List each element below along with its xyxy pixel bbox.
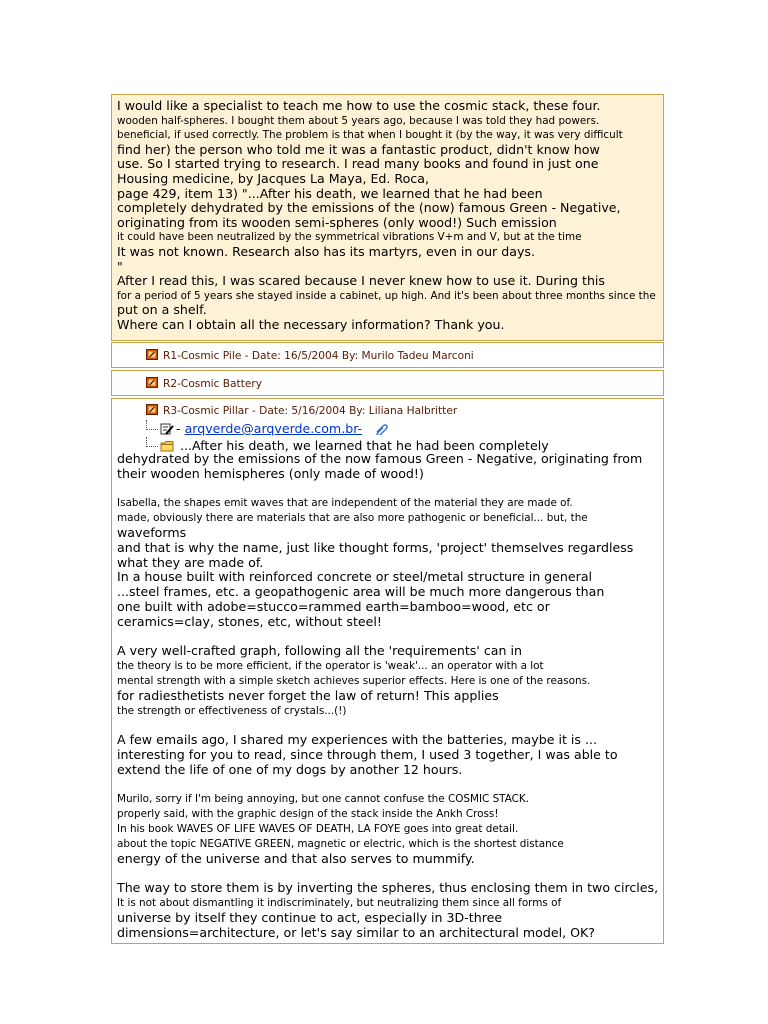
reply-body-line: The way to store them is by inverting the spheres, thus enclosing them in two circles, (117, 880, 659, 896)
reply-body-line: mental strength with a simple sketch achieves superior effects. Here is one of the reasons. (117, 674, 591, 687)
question-line: it could have been neutralized by the symmetrical vibrations V+m and V, but at the time (117, 231, 582, 244)
reply-body-line: what they are made of. (117, 554, 264, 570)
reply-body-line: universe by itself they continue to act, especially in 3D-three (117, 909, 503, 925)
question-line: " (117, 258, 123, 274)
reply-body-line: Isabella, the shapes emit waves that are independent of the material they are made of. (117, 497, 573, 510)
question-line: use. So I started trying to research. I read many books and found in just one (117, 156, 599, 172)
question-line: Where can I obtain all the necessary information? Thank you. (117, 316, 505, 332)
question-line: beneficial, if used correctly. The problem is that when I bought it (by the way, it was very difficult (117, 129, 623, 142)
question-line: put on a shelf. (117, 302, 207, 318)
reply-body-line: A few emails ago, I shared my experiences with the batteries, maybe it is ... (117, 732, 597, 748)
reply-body-line: properly said, with the graphic design of the stack inside the Ankh Cross! (117, 808, 499, 821)
tree-connector (146, 420, 158, 430)
reply-body-line: A very well-crafted graph, following all the 'requirements' can in (117, 643, 522, 659)
question-line: originating from its wooden semi-spheres (only wood!) Such emission (117, 214, 557, 230)
reply-header-r3[interactable] (146, 404, 457, 417)
question-line: After I read this, I was scared because I never knew how to use it. During this (117, 273, 605, 289)
question-line: find her) the person who told me it was a fantastic product, didn't know how (117, 141, 600, 157)
reply-body-line: made, obviously there are materials that are also more pathogenic or beneficial... but, the (117, 512, 588, 525)
reply-note-icon (146, 404, 158, 415)
tree-connector (146, 437, 158, 447)
question-line: I would like a specialist to teach me how to use the cosmic stack, these four. (117, 98, 601, 113)
reply-body-line: In his book WAVES OF LIFE WAVES OF DEATH, LA FOYE goes into great detail. (117, 822, 519, 835)
email-prefix: - (176, 421, 185, 436)
reply-label-r3[interactable]: R3-Cosmic Pillar - Date: 5/16/2004 By: Liliana Halbritter (163, 405, 458, 417)
reply-body-line: one built with adobe=stucco=rammed earth=bamboo=wood, etc or (117, 598, 550, 614)
question-line: wooden half-spheres. I bought them about 5 years ago, because I was told they had powers. (117, 114, 600, 127)
reply-note-icon (146, 349, 158, 360)
paragraph-gap (117, 482, 659, 497)
reply-header-r1[interactable] (146, 349, 474, 362)
reply-body-line: It is not about dismantling it indiscriminately, but neutralizing them since all forms of (117, 896, 562, 909)
reply-body-r3 (117, 452, 659, 940)
reply-body-line: dehydrated by the emissions of the now famous Green - Negative, originating from (117, 451, 643, 466)
question-box (111, 94, 664, 341)
email-link[interactable]: arqverde@arqverde.com.br- (184, 421, 363, 436)
reply-body-line: the theory is to be more efficient, if the operator is 'weak'... an operator with a lot (117, 660, 544, 673)
reply-body-line: energy of the universe and that also serves to mummify. (117, 850, 475, 866)
reply-body-line: and that is why the name, just like thought forms, 'project' themselves regardless (117, 539, 634, 555)
question-line: page 429, item 13) "...After his death, we learned that he had been (117, 185, 543, 201)
reply-body-line: waveforms (117, 524, 187, 540)
reply-body-line: about the topic NEGATIVE GREEN, magnetic or electric, which is the shortest distance (117, 837, 564, 850)
paragraph-gap (117, 630, 659, 645)
attachment-icon[interactable] (374, 423, 388, 435)
reply-header-r2[interactable] (146, 377, 262, 390)
edit-pen-icon (160, 423, 174, 435)
quote-text: ...After his death, we learned that he had been completely (180, 438, 549, 453)
paragraph-gap (117, 778, 659, 793)
question-line: for a period of 5 years she stayed inside a cabinet, up high. And it's been about three months since the (117, 289, 656, 302)
reply-body-line: for radiesthetists never forget the law of return! This applies (117, 687, 499, 703)
reply-row-r3 (111, 398, 664, 944)
reply-row-r2[interactable] (111, 370, 664, 396)
reply-body-line: the strength or effectiveness of crystals...(!) (117, 704, 347, 717)
reply-label-r2[interactable]: R2-Cosmic Battery (163, 378, 262, 390)
reply-body-line: In a house built with reinforced concrete or steel/metal structure in general (117, 569, 593, 585)
paragraph-gap (117, 718, 659, 733)
reply-body-line: their wooden hemispheres (only made of wood!) (117, 465, 424, 481)
reply-row-r1[interactable] (111, 342, 664, 368)
reply-body-line: dimensions=architecture, or let's say similar to an architectural model, OK? (117, 924, 595, 940)
paragraph-gap (117, 866, 659, 881)
reply-body-line: Murilo, sorry if I'm being annoying, but one cannot confuse the COSMIC STACK. (117, 793, 530, 806)
question-line: It was not known. Research also has its martyrs, even in our days. (117, 243, 535, 259)
reply-body-line: interesting for you to read, since through them, I used 3 together, I was able to (117, 746, 618, 762)
reply-body-line: ceramics=clay, stones, etc, without steel! (117, 613, 382, 629)
reply-body-line: ...steel frames, etc. a geopathogenic area will be much more dangerous than (117, 584, 605, 600)
question-line: Housing medicine, by Jacques La Maya, Ed. Roca, (117, 170, 429, 186)
email-row (146, 420, 390, 436)
reply-note-icon (146, 377, 158, 388)
question-line: completely dehydrated by the emissions of the (now) famous Green - Negative, (117, 200, 621, 216)
reply-label-r1[interactable]: R1-Cosmic Pile - Date: 16/5/2004 By: Murilo Tadeu Marconi (163, 350, 474, 362)
reply-body-line: extend the life of one of my dogs by another 12 hours. (117, 761, 463, 777)
